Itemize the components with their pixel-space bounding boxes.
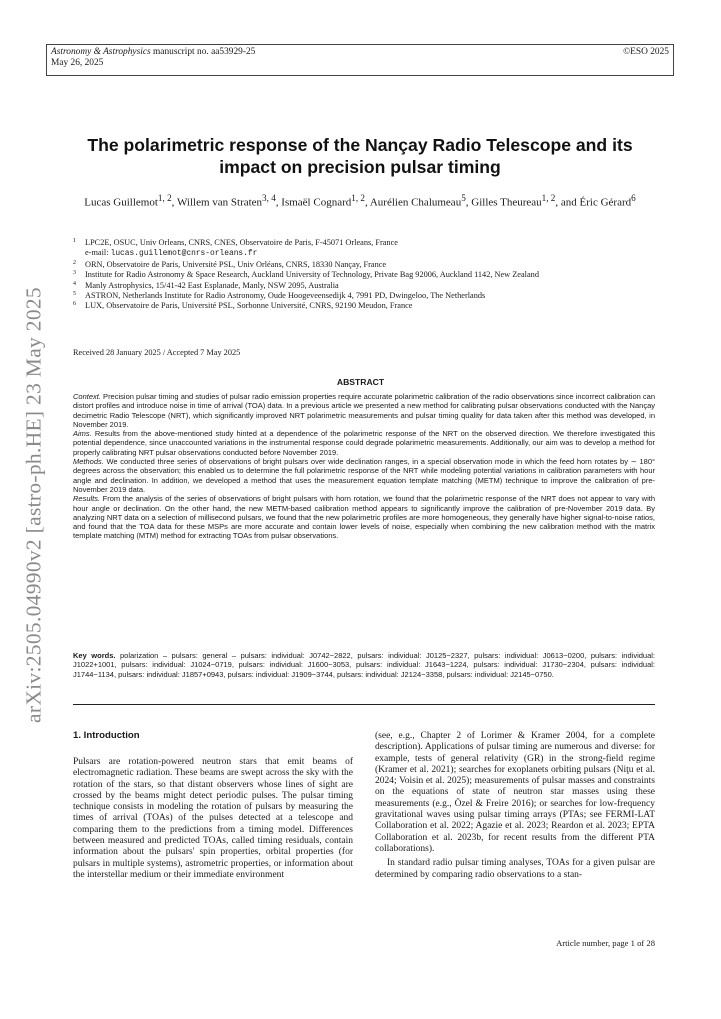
affiliation [73, 260, 658, 270]
received-dates: Received 28 January 2025 / Accepted 7 May 2025 [73, 348, 241, 357]
email-label: e-mail: [85, 248, 111, 258]
header-date: May 26, 2025 [51, 58, 104, 68]
arxiv-stamp [4, 287, 64, 723]
affil-text: Institute for Radio Astronomy & Space Research, Auckland University of Technology, Private Bag 92006, Auckland 1142, New Zealand [85, 270, 539, 280]
author-list [70, 191, 650, 210]
manuscript-number: manuscript no. aa53929-25 [150, 47, 256, 57]
email-line [73, 248, 658, 259]
paragraph: In standard radio pulsar timing analyses, TOAs for a given pulsar are determined by comparing radio observations to a stan- [375, 858, 655, 880]
affil-number: 5 [73, 291, 76, 298]
affil-text: ASTRON, Netherlands Institute for Radio Astronomy, Oude Hoogeveensedijk 4, 7991 PD, Dwingeloo, The Netherlands [85, 291, 486, 301]
journal-name: Astronomy & Astrophysics [51, 47, 151, 57]
email-link[interactable]: lucas.guillemot@cnrs-orleans.fr [110, 249, 258, 259]
author: , and Éric Gérard [555, 196, 632, 209]
section-heading: 1. Introduction [73, 730, 140, 741]
abstract [73, 392, 655, 541]
author: , Ismaël Cognard [275, 196, 352, 209]
affil-number: 1 [73, 238, 76, 244]
affil-number: 3 [73, 270, 76, 277]
author-affil-sup: 1, 2 [157, 193, 172, 203]
affiliation [73, 291, 658, 301]
affil-text: Manly Astrophysics, 15/41-42 East Esplanade, Manly, NSW 2095, Australia [85, 280, 339, 290]
abstract-text: We conducted three series of observations of bright pulsars over wide declination ranges, in a special observation mode in which the feed horn rotates by ∼ 180° degrees across the observation; this enabled us to determine the full polarimetric response of the NRT while modeling potential variations in calibration parameters with hour angle and declination. In addition, we developed a method that uses the measurement equation template matching (METM) technique to improve the calibration of pre-November 2019 data. [73, 457, 655, 494]
paper-title: The polarimetric response of the Nançay Radio Telescope and its impact on precision pulsar timing [87, 135, 633, 177]
affil-number: 2 [73, 259, 76, 266]
affiliation [73, 270, 658, 280]
author: , Aurélien Chalumeau [364, 196, 462, 209]
abstract-text: Precision pulsar timing and studies of pulsar radio emission properties require accurate polarimetric calibration of the radio observations since incorrect calibration can distort profiles and introduce noise in time of arrival (TOA) data. In a previous article we presented a new method for calibrating pulsar observations conducted with the Nançay decimetric Radio Telescope (NRT), which significantly improved NRT polarimetric measurements and pulsar timing quality for data taken after this method was developed, in November 2019. [73, 392, 655, 429]
abstract-aims [73, 429, 655, 457]
paragraph: Pulsars are rotation-powered neutron stars that emit beams of electromagnetic radiation. These beams are swept across the sky with the rotation of the stars, so that distant observers whose lines of sight are crossed by the beams might detect periodic pulses. The pulsar timing technique consists in modeling the rotation of pulsars by measuring the times of arrival (TOAs) of the pulses detected at a telescope and comparing them to the predictions from a timing model. Differences between measured and predicted TOAs, called timing residuals, contain information about the pulsars' spin properties, orbital properties (for pulsars in multiple systems), astrometric properties, or information about the interstellar medium or their immediate environment [73, 757, 353, 880]
keywords [73, 651, 655, 679]
running-header [46, 44, 674, 76]
abstract-methods [73, 457, 655, 494]
abstract-label: Results. [73, 494, 101, 504]
author-affil-sup: 3, 4 [262, 193, 276, 203]
abstract-results [73, 494, 655, 540]
affiliation [73, 301, 658, 311]
paragraph: (see, e.g., Chapter 2 of Lorimer & Kramer 2004, for a complete description). Applications of pulsar timing are numerous and diverse: for example, tests of general relativity (GR) in the strong-field regime (Kramer et al. 2021); searches for exoplanets orbiting pulsars (Niţu et al. 2024; Voisin et al. 2025); measurements of pulsar masses and constraints on the equations of state of neutron star masses using these measurements (e.g., Özel & Freire 2016); or searches for low-frequency gravitational waves using pulsar timing arrays (PTAs; see FERMI-LAT Collaboration et al. 2022; Agazie et al. 2023; Reardon et al. 2023; EPTA Collaboration et al. 2023b, for recent results from the different PTA collaborations). [375, 731, 655, 854]
abstract-label: Methods. [73, 457, 104, 467]
author: Lucas Guillemot [84, 196, 158, 209]
right-column [375, 731, 655, 881]
author-affil-sup: 6 [631, 193, 636, 203]
author-affil-sup: 5 [461, 193, 466, 203]
affiliation [73, 281, 658, 291]
manuscript-line [51, 47, 669, 58]
page-footer: Article number, page 1 of 28 [556, 938, 655, 948]
copyright: ©ESO 2025 [623, 47, 669, 57]
author: , Willem van Straten [171, 196, 263, 209]
author-affil-sup: 1, 2 [541, 193, 556, 203]
divider [73, 704, 655, 705]
affiliation [73, 238, 658, 248]
keywords-label: Key words. [73, 651, 116, 660]
author: , Gilles Theureau [465, 196, 542, 209]
keywords-text: polarization – pulsars: general – pulsars: individual: J0742−2822, pulsars: individual: J0125−2327, pulsars: individual: J0613−0200, pulsars: individual: J1022+1001, pulsars: individual: J1024−0719, pulsars: individual: J1600−3053, pulsars: individual: J1643−1224, pulsars: individual: J1730−2304, pulsars: individual: J1744−1134, pulsars: individual: J1857+0943, pulsars: individual: J1909−3744, pulsars: individual: J2124−3358, pulsars: individual: J2145−0750. [73, 651, 655, 679]
abstract-label: Context. [73, 392, 101, 401]
abstract-text: Results from the above-mentioned study hinted at a dependence of the polarimetric response of the NRT on the observed direction. We therefore investigated this potential dependence, since unaccounted variations in the instrumental response could degrade polarimetric measurements. Additionally, our aim was to develop a method for properly calibrating NRT pulsar observations conducted before November 2019. [73, 429, 655, 457]
abstract-label: Aims. [73, 429, 92, 439]
abstract-text: From the analysis of the series of observations of bright pulsars with horn rotation, we found that the polarimetric response of the NRT does not appear to vary with hour angle or declination. On the other hand, the new METM-based calibration method appears to significantly improve the calibration of pre-November 2019 data. By analyzing NRT data on a selection of millisecond pulsars, we found that the new polarimetric profiles are more homogeneous, they generally have higher signal-to-noise ratios, and found that the TOA data for these MSPs are more accurate and contain lower levels of noise, especially when combining the new calibration method with the matrix template matching (MTM) method for extracting TOAs from pulsar observations. [73, 494, 655, 541]
abstract-context [73, 392, 655, 429]
abstract-heading: ABSTRACT [336, 377, 385, 387]
affil-number: 4 [73, 280, 76, 287]
affil-number: 6 [73, 301, 76, 308]
affil-text: LUX, Observatoire de Paris, Université PSL, Sorbonne Université, CNRS, 92190 Meudon, France [85, 301, 413, 311]
author-affil-sup: 1, 2 [351, 193, 365, 203]
affil-text: LPC2E, OSUC, Univ Orleans, CNRS, CNES, Observatoire de Paris, F-45071 Orleans, France [85, 238, 398, 247]
arxiv-stamp-text: arXiv:2505.04990v2 [astro-ph.HE] 23 May 2025 [21, 287, 46, 723]
affiliations [73, 238, 658, 312]
affil-text: ORN, Observatoire de Paris, Université PSL, Univ Orléans, CNRS, 18330 Nançay, France [85, 259, 387, 269]
left-column [73, 757, 353, 881]
